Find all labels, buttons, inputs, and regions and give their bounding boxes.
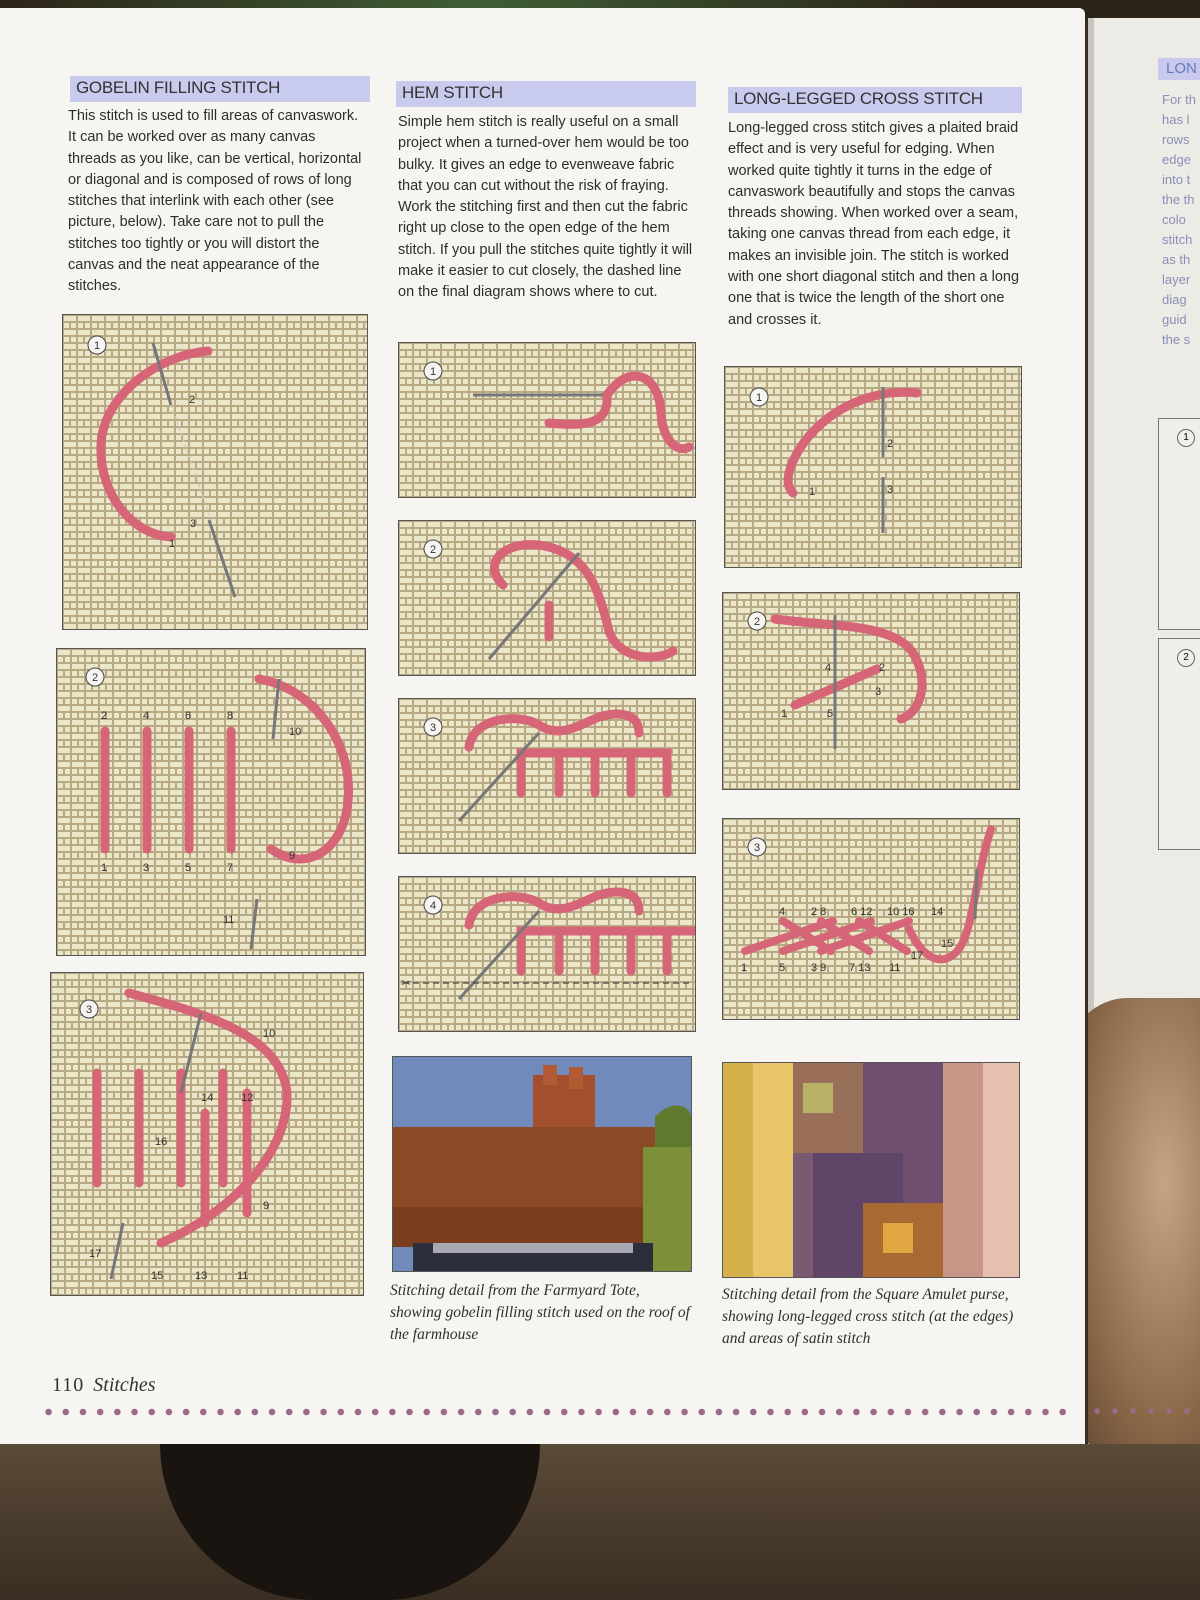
point-label: 8 xyxy=(227,710,234,722)
point-label: 2 xyxy=(101,710,108,722)
facing-diagram-2 xyxy=(1158,638,1200,850)
page-footer xyxy=(52,1374,155,1397)
point-label: 1 xyxy=(781,708,788,720)
step-number: 1 xyxy=(755,392,763,404)
body-text-hem xyxy=(398,112,698,304)
facing-diagram-1 xyxy=(1158,418,1200,630)
point-label: 11 xyxy=(889,962,901,974)
text-line: stitch xyxy=(1162,232,1193,247)
table-surface xyxy=(0,1444,1200,1600)
text-line: into t xyxy=(1162,172,1191,187)
text-line: layer xyxy=(1162,272,1191,287)
point-label: 10 16 xyxy=(887,906,915,918)
point-label: 17 xyxy=(89,1248,102,1260)
diagram-hem-step-4 xyxy=(398,876,696,1032)
text-line: For th xyxy=(1162,92,1196,107)
diagram-long-legged-step-1 xyxy=(724,366,1022,568)
step-number: 3 xyxy=(753,842,761,854)
section-heading-gobelin xyxy=(70,76,370,102)
point-label: 6 12 xyxy=(851,906,873,918)
section-heading-hem xyxy=(396,81,696,107)
point-label: 12 xyxy=(241,1092,254,1104)
point-label: 5 xyxy=(779,962,786,974)
point-label: 1 xyxy=(101,862,108,874)
point-label: 16 xyxy=(155,1136,168,1148)
text-line: colo xyxy=(1162,212,1186,227)
heading-text: GOBELIN FILLING STITCH xyxy=(76,78,281,97)
book-page xyxy=(0,8,1085,1444)
point-label: 17 xyxy=(911,950,924,962)
facing-heading-text: LON xyxy=(1166,60,1197,77)
heading-text: HEM STITCH xyxy=(402,83,503,102)
point-label: 14 xyxy=(931,906,944,918)
point-label: 5 xyxy=(185,862,192,874)
diagram-hem-step-2 xyxy=(398,520,696,676)
step-number: 1 xyxy=(429,366,437,378)
step-number: 2 xyxy=(753,616,761,628)
step-number: 4 xyxy=(429,900,437,912)
photo-square-amulet xyxy=(722,1062,1020,1278)
step-number: 2 xyxy=(429,544,437,556)
paragraph: This stitch is used to fill areas of canvaswork. It can be worked over as many canvas threads as you like, can be vertical, horizontal or diagonal and is composed of rows of long stitches that interlink with each other (see picture, below). Take care not to pull the stitches too tightly or you will distort the canvas and the neat appearance of the stitches. xyxy=(68,108,362,295)
point-label: 11 xyxy=(237,1270,249,1282)
point-label: 3 xyxy=(143,862,150,874)
point-label: 11 xyxy=(223,914,235,926)
step-number: 1 xyxy=(1177,429,1195,447)
diagram-hem-step-1 xyxy=(398,342,696,498)
text-line: guid xyxy=(1162,312,1187,327)
point-label: 9 xyxy=(263,1200,270,1212)
point-label: 5 xyxy=(827,708,834,720)
text-line: has l xyxy=(1162,112,1190,127)
point-label: 15 xyxy=(151,1270,164,1282)
diagram-gobelin-step-1 xyxy=(62,314,368,630)
paragraph: Long-legged cross stitch gives a plaited braid effect and is very useful for edging. When worked quite tightly it turns in the edge of canvaswork beautifully and stops the canvas threads showing. When worked over a seam, taking one canvas thread from each edge, it makes an invisible join. The stitch is worked with one short diagonal stitch and then a long one that is twice the length of the short one and crosses it. xyxy=(728,120,1020,328)
text-line: diag xyxy=(1162,292,1187,307)
point-label: 3 9 xyxy=(811,962,827,974)
point-label: 4 xyxy=(143,710,150,722)
caption-square-amulet xyxy=(722,1284,1022,1350)
body-text-long-legged xyxy=(728,118,1023,331)
point-label: 15 xyxy=(941,938,954,950)
paragraph: Simple hem stitch is really useful on a small project when a turned-over hem would be too bulky. It gives an edge to evenweave fabric that you can cut without the risk of fraying. Work the stitching first and then cut the fabric right up close to the open edge of the hem stitch. If you pull the stitches quite tightly it will make it easier to cut closely, the dashed line on the final diagram shows where to cut. xyxy=(398,114,693,301)
dotted-rule xyxy=(40,1406,1070,1418)
point-label: 9 xyxy=(289,850,296,862)
caption-farmyard-tote xyxy=(390,1280,690,1346)
text-line: the th xyxy=(1162,192,1195,207)
caption-text: Stitching detail from the Farmyard Tote, showing gobelin filling stitch used on the roof of the farmhouse xyxy=(390,1282,690,1343)
text-line: the s xyxy=(1162,332,1191,347)
point-label: 2 xyxy=(189,394,196,406)
point-label: 10 xyxy=(289,726,302,738)
diagram-gobelin-step-2 xyxy=(56,648,366,956)
point-label: 4 xyxy=(825,662,832,674)
step-number: 2 xyxy=(1177,649,1195,667)
facing-page xyxy=(1088,18,1200,1464)
point-label: 14 xyxy=(201,1092,214,1104)
diagram-long-legged-step-2 xyxy=(722,592,1020,790)
step-number: 3 xyxy=(429,722,437,734)
section-name: Stitches xyxy=(93,1374,156,1396)
point-label: 7 xyxy=(227,862,234,874)
point-label: 2 8 xyxy=(811,906,827,918)
page-number: 110 xyxy=(52,1374,85,1396)
point-label: 3 xyxy=(190,518,197,530)
point-label: 2 xyxy=(879,662,886,674)
point-label: 13 xyxy=(195,1270,208,1282)
point-label: 3 xyxy=(875,686,882,698)
section-heading-long-legged xyxy=(728,87,1022,113)
point-label: 7 13 xyxy=(849,962,871,974)
facing-body-text xyxy=(1162,90,1196,350)
text-line: rows xyxy=(1162,132,1190,147)
body-text-gobelin xyxy=(68,106,363,298)
point-label: 1 xyxy=(741,962,748,974)
point-label: 4 xyxy=(779,906,786,918)
caption-text: Stitching detail from the Square Amulet purse, showing long-legged cross stitch (at the edges) and areas of satin stitch xyxy=(722,1286,1014,1347)
text-line: as th xyxy=(1162,252,1191,267)
point-label: 1 xyxy=(169,538,176,550)
step-number: 2 xyxy=(91,672,99,684)
diagram-hem-step-3 xyxy=(398,698,696,854)
point-label: 1 xyxy=(809,486,816,498)
point-label: 3 xyxy=(887,484,894,496)
facing-heading xyxy=(1158,58,1200,80)
point-label: 10 xyxy=(263,1028,276,1040)
text-line: edge xyxy=(1162,152,1191,167)
foreground-object xyxy=(160,1444,540,1600)
facing-photo xyxy=(1088,998,1200,1458)
point-label: 6 xyxy=(185,710,192,722)
photo-farmyard-tote xyxy=(392,1056,692,1272)
step-number: 3 xyxy=(85,1004,93,1016)
scissors-icon: ✂ xyxy=(401,976,412,990)
diagram-gobelin-step-3 xyxy=(50,972,364,1296)
heading-text: LONG-LEGGED CROSS STITCH xyxy=(734,89,983,108)
dotted-rule xyxy=(1088,1406,1200,1416)
diagram-long-legged-step-3 xyxy=(722,818,1020,1020)
point-label: 2 xyxy=(887,438,894,450)
step-number: 1 xyxy=(93,340,101,352)
